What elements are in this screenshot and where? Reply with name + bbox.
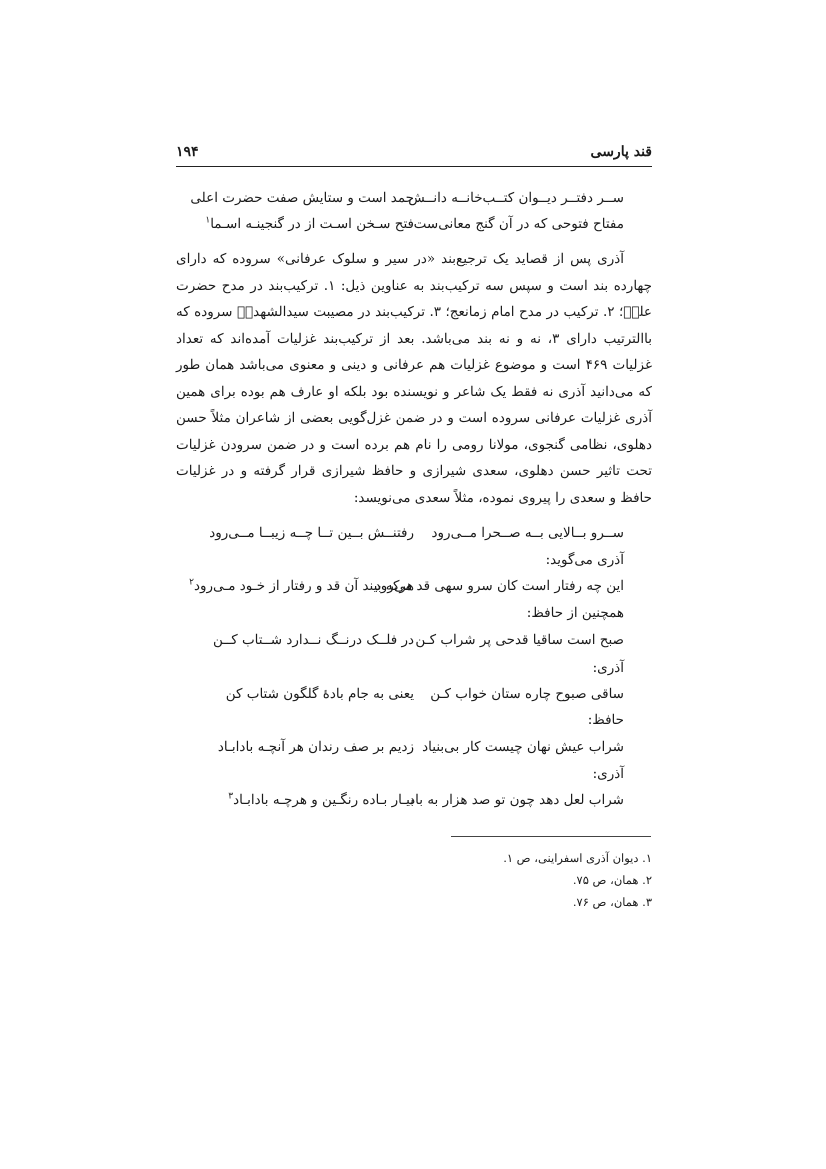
verse-hemistich-second: زدیم بر صف رندان هر آنچـه بادابـاد: [217, 739, 414, 755]
paragraph-line: آذری پس از قصاید یک ترجیع‌بند «در سیر و سلوک عرفانی» سروده که دارای: [176, 251, 624, 267]
verse-couplet: [176, 792, 652, 818]
verse-hemistich-first: صبح است ساقیا قدحی پر شراب کـن: [415, 632, 624, 648]
paragraph-line: غزلیات ۴۶۹ است و موضوع غزلیات هم عرفانی و دینی و معنوی می‌باشد همان طور: [176, 357, 652, 373]
paragraph-line: آذری غزلیات عرفانی سروده است و در ضمن غزل‌گویی بعضی از شاعران مثلاً حسن: [176, 410, 652, 426]
verse-hemistich-second: فتح سـخن اسـت از در گنجینـه اسـما$^۱$: [205, 215, 414, 232]
verse-hemistich-first: شراب لعل دهد چون تو صد هزار به باد: [409, 792, 624, 808]
paragraph-line: دهلوی، نظامی گنجوی، مولانا رومی را نام هم برده است و در ضمن سرودن غزلیات: [176, 436, 652, 453]
verse-hemistich-second: رفتنــش بــین تــا چــه زیبــا مــی‌رود: [209, 525, 414, 541]
verse-couplet: [176, 632, 652, 658]
quote-intro: حافظ:: [587, 712, 624, 728]
verse-hemistich-first: ســرو بــالایی بــه صــحرا مــی‌رود: [431, 525, 624, 541]
footnote: ۲. همان، ص ۷۵.: [572, 873, 652, 887]
paragraph-line: تحت تاثیر حسن دهلوی، سعدی شیرازی و حافظ شیرازی قرار گرفته و در غزلیات: [176, 463, 652, 479]
verse-hemistich-first: مفتاح فتوحی که در آن گنج معانی‌ست: [413, 216, 624, 232]
footnote-marker: ۱: [205, 215, 211, 226]
verse-hemistich-second: هرکه بیند آن قد و رفتار از خـود مـی‌رود$^۲$: [189, 577, 414, 594]
running-title: قند پارسی: [590, 144, 652, 160]
verse-couplet: [176, 525, 652, 551]
paragraph-line: حافظ و سعدی را پیروی نموده، مثلاً سعدی می‌نویسد:: [353, 489, 652, 506]
verse-hemistich-first: ساقی صبوح چاره ستان خواب کـن: [430, 686, 624, 702]
paragraph-line: چهارده بند است و سپس سه ترکیب‌بند به عناوین ذیل: ۱. ترکیب‌بند در مدح حضرت: [176, 277, 653, 294]
footnote-divider: [451, 836, 651, 837]
page-header: [176, 142, 652, 167]
verse-hemistich-second: در فلــک درنــگ نــدارد شــتاب کــن: [213, 632, 414, 648]
verse-hemistich-first: ســر دفتــر دیــوان کتــب‌خانــه دانــش: [408, 190, 624, 206]
quote-intro: آذری:: [592, 766, 624, 782]
paragraph-line: باالترتیب دارای ۳، نه و نه بند می‌باشد. بعد از ترکیب‌بند غزلیات آمده‌اند که تعداد: [176, 330, 652, 347]
page-number: ۱۹۴: [176, 144, 199, 160]
footnote-marker: ۳: [228, 791, 234, 802]
verse-couplet: [176, 686, 652, 712]
quote-intro: آذری:: [592, 660, 624, 676]
verse-couplet: [176, 739, 652, 765]
verse-couplet: [176, 216, 652, 242]
verse-hemistich-first: شراب عیش نهان چیست کار بی‌بنیاد: [422, 739, 624, 755]
verse-hemistich-second: یعنی به جام بادۀ گلگون شتاب کن: [225, 686, 414, 702]
quote-intro: همچنین از حافظ:: [526, 605, 624, 621]
verse-hemistich-first: این چه رفتار است کان سرو سهی قد می‌رود: [374, 578, 624, 594]
footnote: ۱. دیوان آذری اسفراینی، ص ۱.: [503, 851, 652, 865]
paragraph-line: علیؑ؛ ۲. ترکیب در مدح امام زمانعج؛ ۳. ترکیب‌بند در مصیبت سیدالشهداؑ سروده که: [176, 304, 652, 320]
verse-hemistich-second: بیـار بـاده رنگـین و هرچـه بادابـاد$^۳$: [228, 791, 414, 808]
quote-intro: آذری می‌گوید:: [545, 552, 624, 568]
verse-couplet: [176, 578, 652, 604]
verse-hemistich-second: حمد است و ستایش صفت حضرت اعلی: [190, 190, 414, 206]
verse-couplet: [176, 190, 652, 216]
paragraph-line: که می‌دانید آذری نه فقط یک شاعر و نویسنده بود بلکه او عارف هم بوده برای همین: [176, 383, 652, 400]
body-paragraph: [176, 246, 652, 511]
footnote: ۳. همان، ص ۷۶.: [572, 895, 652, 909]
footnote-marker: ۲: [189, 577, 194, 588]
